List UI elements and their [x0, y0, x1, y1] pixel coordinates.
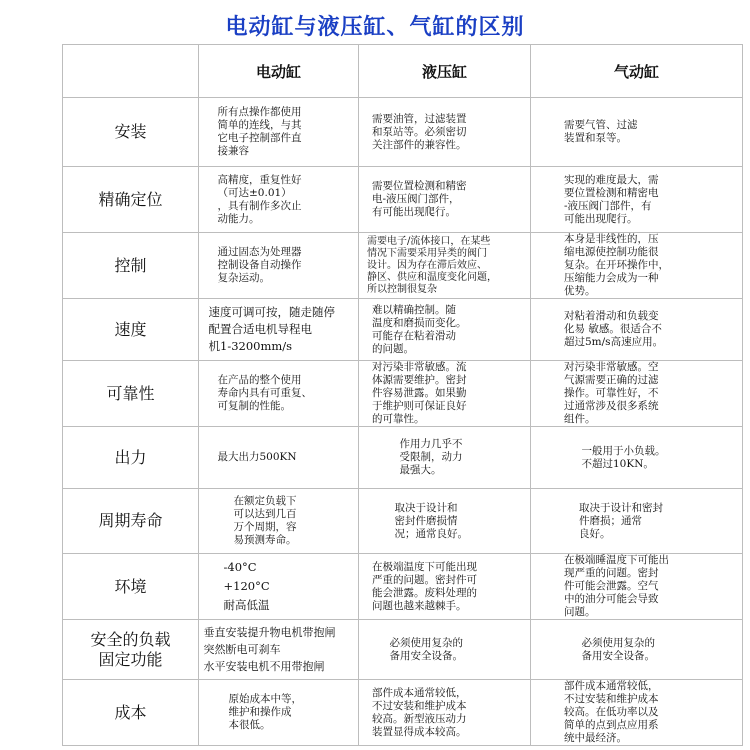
feature-cell — [63, 167, 199, 233]
pneumatic-cell — [531, 361, 743, 427]
hydraulic-cell — [359, 233, 531, 299]
cell-text: 取决于设计和 密封件磨损情 况；通常良好。 — [394, 501, 468, 540]
table-row — [63, 98, 743, 167]
cell-text: 速度可调可按，随走随停 配置合适电机导程电 机1-3200mm/s — [208, 305, 335, 353]
cell-text: 难以精确控制。随 温度和磨损而变化。 可能存在粘着滑动 的问题。 — [372, 303, 467, 355]
table-row — [63, 361, 743, 427]
electric-cell — [199, 554, 359, 620]
cell-text: 对粘着滑动和负载变 化易 敏感。很适合不 超过5m/s高速应用。 — [564, 310, 664, 348]
hydraulic-cell — [359, 167, 531, 233]
table-row — [63, 233, 743, 299]
header-hydraulic: 液压缸 — [359, 45, 531, 98]
electric-cell — [199, 620, 359, 680]
feature-cell — [63, 299, 199, 361]
feature-label: 精确定位 — [98, 189, 163, 209]
cell-text: 必须使用复杂的 备用安全设备。 — [389, 636, 463, 662]
table-row — [63, 299, 743, 361]
cell-text: 对污染非常敏感。空 气源需要正确的过滤 操作。可靠性好，不 过通常涉及很多系统 组件。 — [564, 361, 659, 425]
pneumatic-cell — [531, 680, 743, 746]
cell-text: 原始成本中等， 维护和操作成 本很低。 — [228, 693, 302, 731]
cell-text: 必须使用复杂的 备用安全设备。 — [581, 636, 655, 662]
electric-cell — [199, 489, 359, 554]
cell-text: 实现的难度最大，需 要位置检测和精密电 -液压阀门部件，有 可能出现爬行。 — [564, 173, 659, 225]
cell-text: 部件成本通常较低， 不过安装和维护成本 较高。在低功率以及 简单的点到点应用系 统中最经济。 — [564, 680, 659, 744]
table-row — [63, 427, 743, 489]
table-row — [63, 680, 743, 746]
comparison-table — [62, 44, 743, 746]
cell-text: 在额定负载下 可以达到几百 万个周期，容 易预测寿命。 — [233, 495, 297, 546]
header-blank — [63, 45, 199, 98]
feature-label: 成本 — [114, 702, 147, 722]
electric-cell — [199, 427, 359, 489]
table-row — [63, 554, 743, 620]
pneumatic-cell — [531, 489, 743, 554]
hydraulic-cell — [359, 427, 531, 489]
pneumatic-cell — [531, 167, 743, 233]
hydraulic-cell — [359, 361, 531, 427]
cell-text: 需要位置检测和精密 电-液压阀门部件， 有可能出现爬行。 — [372, 180, 467, 218]
cell-text: -40°C +120°C 耐高低温 — [223, 560, 270, 612]
table-row — [63, 167, 743, 233]
table-row — [63, 489, 743, 554]
pneumatic-cell — [531, 427, 743, 489]
hydraulic-cell — [359, 489, 531, 554]
cell-text: 作用力几乎不 受限制，动力 最强大。 — [399, 438, 463, 476]
pneumatic-cell — [531, 233, 743, 299]
cell-text: 取决于设计和密封 件磨损；通常 良好。 — [579, 501, 663, 540]
cell-text: 高精度，重复性好 （可达±0.01） ，具有制作多次止 动能力。 — [217, 173, 302, 225]
feature-label: 周期寿命 — [98, 511, 163, 530]
cell-text: 在极端睡温度下可能出 现严重的问题。密封 件可能会泄露。空气 中的油分可能会导致 问题。 — [564, 554, 669, 618]
pneumatic-cell — [531, 98, 743, 167]
feature-cell — [63, 427, 199, 489]
electric-cell — [199, 167, 359, 233]
cell-text: 最大出力500KN — [217, 451, 297, 463]
cell-text: 本身是非线性的，压 缩电源使控制功能很 复杂。在开环操作中， 压缩能力会成为一种 优势。 — [564, 233, 669, 297]
feature-label: 安全的负载 固定功能 — [90, 629, 171, 669]
feature-label: 可靠性 — [106, 383, 155, 403]
feature-cell — [63, 98, 199, 167]
cell-text: 在极端温度下可能出现 严重的问题。密封件可 能会泄露。废料处理的 问题也越来越棘手。 — [372, 560, 477, 612]
feature-label: 控制 — [114, 255, 147, 275]
cell-text: 部件成本通常较低， 不过安装和维护成本 较高。新型液压动力 装置显得成本较高。 — [372, 686, 467, 738]
feature-cell — [63, 489, 199, 554]
header-pneumatic: 气动缸 — [531, 45, 743, 98]
feature-label: 出力 — [114, 447, 147, 467]
hydraulic-cell — [359, 680, 531, 746]
feature-cell — [63, 620, 199, 680]
electric-cell — [199, 233, 359, 299]
cell-text: 通过固态为处理器 控制设备自动操作 复杂运动。 — [217, 246, 302, 284]
cell-text: 需要油管，过滤装置 和泵站等。必须密切 关注部件的兼容性。 — [372, 112, 467, 151]
electric-cell — [199, 680, 359, 746]
header-electric: 电动缸 — [199, 45, 359, 98]
cell-text: 一般用于小负载。 不超过10KN。 — [581, 444, 666, 470]
hydraulic-cell — [359, 98, 531, 167]
feature-label: 速度 — [114, 319, 147, 339]
electric-cell — [199, 299, 359, 361]
header-row — [63, 45, 743, 98]
feature-cell — [63, 361, 199, 427]
cell-text: 对污染非常敏感。流 体源需要维护。密封 件容易泄露。如果勤 于维护则可保证良好 的可靠性。 — [372, 361, 467, 425]
pneumatic-cell — [531, 299, 743, 361]
cell-text: 需要电子/流体接口，在某些 情况下需要采用异类的阀门 设计。因为存在滞后效应、 静区、供应和温度变化问题， 所以控制很复杂 — [367, 235, 497, 295]
feature-cell — [63, 233, 199, 299]
feature-cell — [63, 680, 199, 746]
hydraulic-cell — [359, 554, 531, 620]
hydraulic-cell — [359, 620, 531, 680]
feature-label: 安装 — [114, 122, 147, 141]
cell-text: 需要气管、过滤 装置和泵等。 — [564, 119, 638, 144]
electric-cell — [199, 361, 359, 427]
pneumatic-cell — [531, 554, 743, 620]
feature-label: 环境 — [114, 576, 147, 596]
cell-text: 垂直安装提升物电机带抱闸 突然断电可刹车 水平安装电机不用带抱闸 — [203, 626, 336, 673]
hydraulic-cell — [359, 299, 531, 361]
pneumatic-cell — [531, 620, 743, 680]
electric-cell — [199, 98, 359, 167]
feature-cell — [63, 554, 199, 620]
table-row — [63, 620, 743, 680]
page-title: 电动缸与液压缸、气缸的区别 — [225, 15, 525, 40]
cell-text: 在产品的整个使用 寿命内具有可重复、 可复制的性能。 — [217, 374, 312, 412]
cell-text: 所有点操作都使用 简单的连线，与其 它电子控制部件直 接兼容 — [217, 106, 302, 157]
